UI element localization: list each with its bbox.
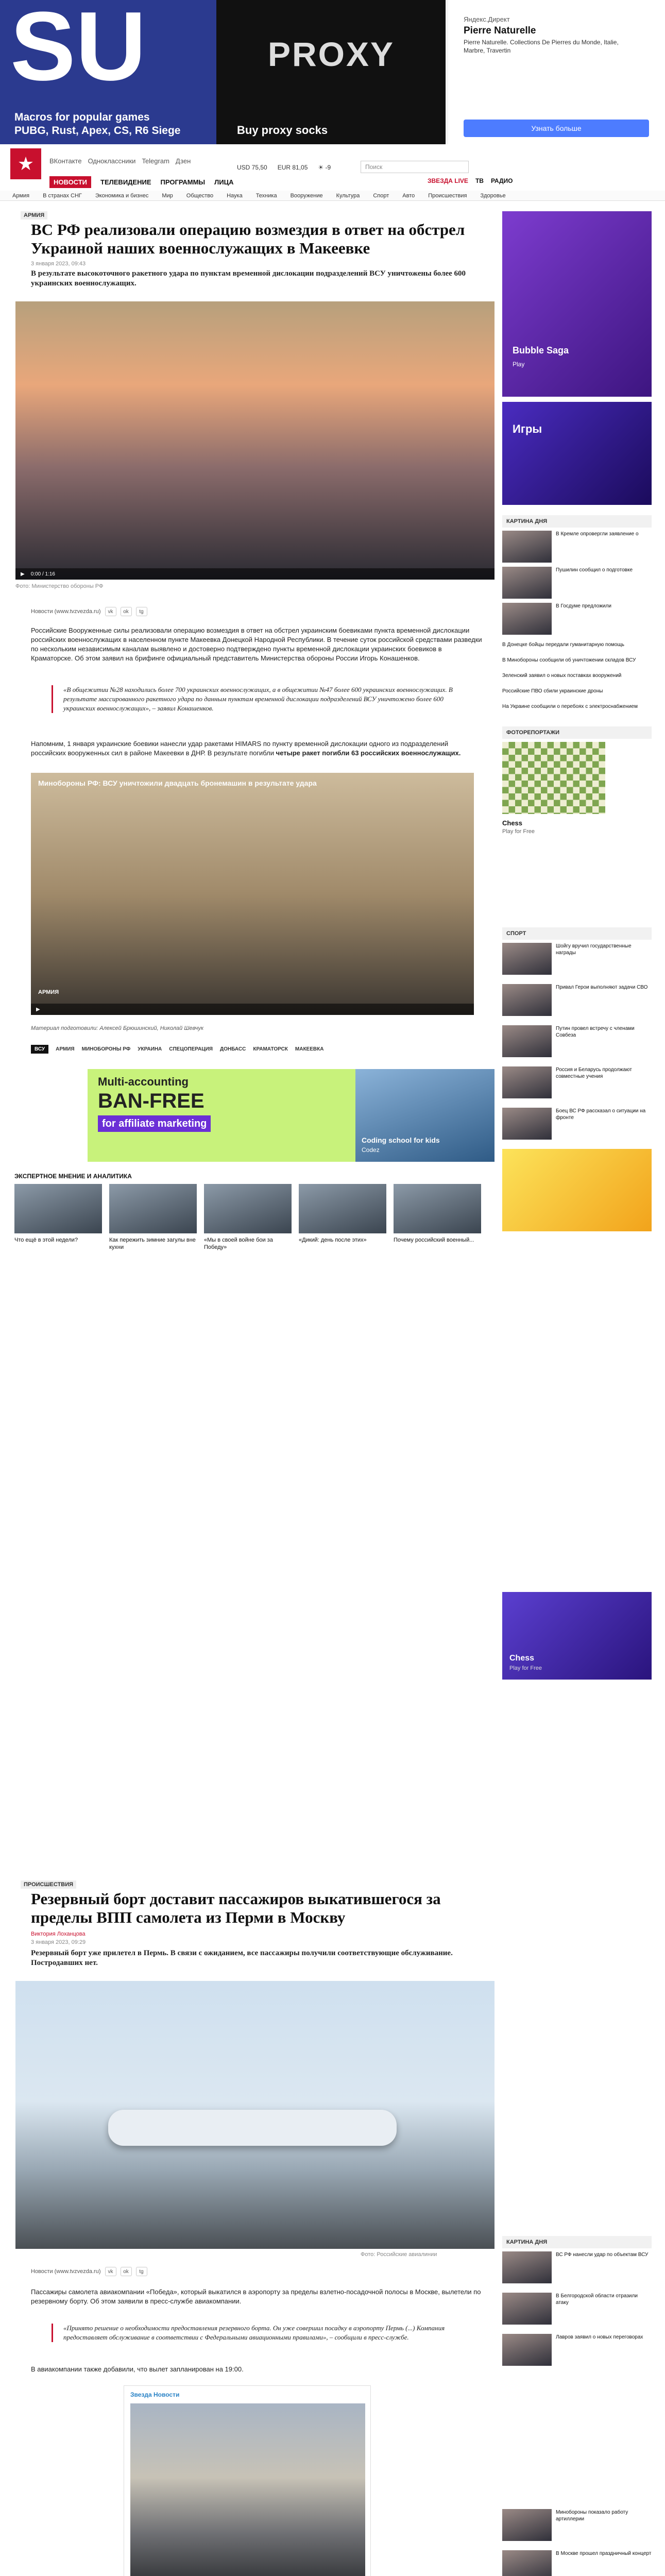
sport-title: Боец ВС РФ рассказал о ситуации на фронте [556,1108,646,1121]
news-thumb [502,603,552,635]
expert-card[interactable] [394,1184,481,1251]
news2-title: В Москве прошел праздничный концерт [556,2551,652,2556]
tag-link[interactable]: ДОНБАСС [219,1046,246,1052]
nav-tv[interactable]: ТЕЛЕВИДЕНИЕ [100,178,151,186]
expert1-heading: ЭКСПЕРТНОЕ МНЕНИЕ И АНАЛИТИКА [14,1173,132,1180]
main-nav [49,175,234,189]
sidebar-line[interactable]: Российские ПВО сбили украинские дроны [502,688,603,694]
news2-title: ВС РФ нанесли удар по объектам ВСУ [556,2252,649,2258]
games-label: Игры [513,422,542,435]
news2-thumb [502,2550,552,2576]
sidebar-sport-item[interactable] [502,1066,652,1098]
zvezda-logo[interactable]: ★ [10,148,41,179]
rate-eur: EUR 81,05 [277,164,308,171]
sidebar-news2-item[interactable] [502,2293,652,2325]
card-image [299,1184,386,1233]
ad-su-line2: PUBG, Rust, Apex, CS, R6 Siege [14,125,181,137]
section-link[interactable]: Общество [186,192,214,199]
author-link[interactable]: Новости (www.tvzvezda.ru) [31,2268,101,2275]
card-image [109,1184,197,1233]
sport-thumb [502,1025,552,1057]
section-link[interactable]: Культура [336,192,360,199]
section-link[interactable]: Экономика и бизнес [95,192,149,199]
expert-card[interactable] [204,1184,292,1251]
section-link[interactable]: Техника [255,192,277,199]
article2-photo-credit: Фото: Российские авиалинии [361,2251,437,2258]
tag-link[interactable]: МАКЕЕВКА [295,1046,324,1052]
sport-thumb [502,943,552,975]
video-controls[interactable] [15,568,495,580]
sidebar-news2-item[interactable] [502,2509,652,2541]
sidebar-line[interactable]: Зеленский заявил о новых поставках вооружений [502,673,622,679]
telegram-embed[interactable] [124,2385,371,2576]
sidebar-news2-heading: КАРТИНА ДНЯ [502,2236,652,2248]
ad-mid-c: for affiliate marketing [98,1115,211,1132]
expert-card[interactable] [14,1184,102,1251]
article1-paragraph-1: Российские Вооруженные силы реализовали операцию возмездия в ответ на обстрел украинским боевиками пункта временной дислокации российских военнослужащих в населенном пункте Макеевка Донецкой Народной Республики. В течение суток российской средствами разведки по нескольким независимым каналам выявлено и достоверно подтверждено пункты временной дислокации украинских боевиков в Краматорске. Об этом заявил на брифинге официальный представитель Министерства обороны России Игорь Конашенков. [31,626,482,662]
sidebar-news-heading: КАРТИНА ДНЯ [502,515,652,528]
sidebar-line[interactable]: В Донецке бойцы передали гуманитарную помощь [502,642,624,648]
sidebar-line[interactable]: В Минобороны сообщили об уничтожении складов ВСУ [502,657,636,663]
tg-channel[interactable]: Звезда Новости [130,2391,180,2398]
sidebar-news2-item[interactable] [502,2550,652,2576]
section-link[interactable]: Вооружение [290,192,323,199]
rubric-tag[interactable]: АРМИЯ [21,211,47,219]
radio-link[interactable]: РАДИО [490,177,513,184]
airplane-shape [108,2110,397,2146]
sidebar-sport-item[interactable] [502,1108,652,1140]
ad-mid-d: Coding school for kids [362,1136,440,1144]
nav-programs[interactable]: ПРОГРАММЫ [160,178,206,186]
news2-thumb [502,2334,552,2366]
nav-faces[interactable]: ЛИЦА [214,178,234,186]
sport-thumb [502,1066,552,1098]
article2-date: 3 января 2023, 09:29 [31,1939,86,1945]
weather: ☀ -9 [318,164,331,171]
play-icon[interactable]: ▶ [36,1006,40,1012]
video-time: 0:00 / 1:16 [30,571,55,577]
article1-photo [15,301,495,580]
section-link[interactable]: Армия [12,192,30,199]
news-thumb [502,567,552,599]
sidebar-photo-heading: ФОТОРЕПОРТАЖИ [502,726,652,739]
article2-photo [15,1981,495,2249]
article1-tags [31,1045,323,1054]
card-caption: Как пережить зимние загулы вне кухни [109,1237,196,1250]
breadcrumb [21,211,47,219]
vk-share-icon[interactable]: vk [105,2267,116,2276]
ad-desc: Pierre Naturelle. Collections De Pierres du Monde, Italie, Marbre, Travertin [464,39,619,54]
ad-multiaccounting[interactable] [88,1069,355,1162]
card-caption: Что ещё в этой недели? [14,1237,78,1243]
ad-su-line1: Macros for popular games [14,111,150,123]
sidebar-ad-banner[interactable] [502,1149,652,1231]
game-name: Bubble Saga [513,345,569,355]
share-bar [31,2267,147,2276]
sidebar-games-ad[interactable] [502,402,652,505]
sidebar-news-item[interactable] [502,567,652,599]
expert-card[interactable] [109,1184,197,1251]
card-image [204,1184,292,1233]
ad-mid-a: Multi-accounting [98,1075,189,1088]
nav-news[interactable]: НОВОСТИ [49,176,91,188]
video-brand: АРМИЯ [38,989,59,995]
news2-thumb [502,2251,552,2283]
section-link[interactable]: Спорт [373,192,389,199]
card-caption: Почему российский военный... [394,1237,474,1243]
ad-title: Pierre Naturelle [464,25,536,36]
article2-lead: Резервный борт уже прилетел в Пермь. В связи с ожиданием, все пассажиры получили соответствующие обслуживание. Постродавших нет. [31,1949,453,1967]
ad-mid-b: BAN-FREE [98,1090,204,1112]
section-nav [0,191,665,201]
article1-date: 3 января 2023, 09:43 [31,261,86,267]
sidebar-game-ad[interactable] [502,211,652,397]
article1-p2-bold: четыре ракет погибли 63 российских военнослужащих. [276,749,461,757]
tag-link[interactable]: КРАМАТОРСК [253,1046,288,1052]
article2-quote: «Принято решение о необходимости предоставления резервного борта. Он уже совершил посадку в аэропорту Пермь (...) Компания предоставляет обслуживание в соответствии с Федеральными авиационными правилами», – сообщили в пресс-службе. [52,2324,474,2342]
share-bar [31,607,147,616]
zvezda-live-link[interactable]: ЗВЕЗДА LIVE [428,177,468,184]
ad-proxy-caption: Buy proxy socks [237,124,328,137]
section-link[interactable]: Здоровье [480,192,506,199]
rates-bar [237,164,331,171]
sidebar-sport-item[interactable] [502,1025,652,1057]
tag-link[interactable]: УКРАИНА [138,1046,162,1052]
sidebar-chess-ad[interactable] [502,742,605,814]
rubric-tag[interactable]: ПРОИСШЕСТВИЯ [21,1880,76,1889]
article2-paragraph-1: Пассажиры самолета авиакомпании «Победа», который выкатился в аэропорту за пределы взлетно-посадочной полосы в Москве, вылетели по резервному борту. Об этом заявили в пресс-службе авиакомпании. [31,2288,481,2305]
article2-paragraph-2: В авиакомпании также добавили, что вылет запланирован на 19:00. [31,2365,244,2373]
sidebar-news-item[interactable] [502,603,652,635]
card-image [394,1184,481,1233]
play-icon[interactable]: ▶ [21,571,25,577]
ad2-sub: Play for Free [509,1665,542,1671]
article2-title: Резервный борт доставит пассажиров выкатившегося за пределы ВПП самолета из Перми в Москву [31,1890,441,1926]
article2-author[interactable]: Виктория Лоханцова [31,1931,86,1937]
news2-thumb [502,2509,552,2541]
card-caption: «Дикий: день после этих» [299,1237,367,1243]
tv-links [428,177,513,184]
sidebar-line[interactable]: На Украине сообщили о перебоях с электроснабжением [502,704,638,709]
news-title: В Госдуме предложили [556,603,611,609]
news2-title: Лавров заявил о новых переговорах [556,2334,643,2340]
ok-icon[interactable]: Одноклассники [88,157,136,165]
expert-card[interactable] [299,1184,386,1251]
tag-link[interactable]: ВСУ [31,1045,48,1054]
article1-video[interactable] [31,773,474,1015]
tag-link[interactable]: МИНОБОРОНЫ РФ [81,1046,131,1052]
ad-mid-e: Codez [362,1146,380,1154]
social-icons [49,157,191,165]
ad2-name: Chess [509,1654,535,1663]
section-link[interactable]: Происшествия [428,192,467,199]
sport-thumb [502,1108,552,1140]
tg-video[interactable] [130,2403,365,2576]
article1-photo-credit: Фото: Министерство обороны РФ [15,583,104,589]
dzen-icon[interactable]: Дзен [175,157,191,165]
sidebar-sport-item[interactable] [502,984,652,1016]
ad-cta-button[interactable]: Узнать больше [464,120,649,137]
sidebar-sport-heading: СПОРТ [502,927,652,940]
game-sub: Play [513,361,525,368]
news2-title: В Белгородской области отразили атаку [556,2293,638,2306]
ad-brand: Яндекс.Директ [464,15,510,23]
article1-lead: В результате высокоточного ракетного удара по пунктам временной дислокации подразделений ВСУ уничтожены более 600 украинских военнослужащих. [31,269,466,287]
sidebar-chess-sub: Play for Free [502,828,535,835]
ad-codez[interactable] [355,1069,495,1162]
article1-quote: «В общежитии №28 находились более 700 украинских военнослужащих, а в общежитии №47 более 600 украинских военнослужащих. В результате массированного ракетного удара по данным пунктам временной дислокации подразделений ВСУ уничтожено более 600 украинских военнослужащих», – заявил Конашенков. [52,685,474,713]
sidebar-sport-item[interactable] [502,943,652,975]
author-link[interactable]: Новости (www.tvzvezda.ru) [31,608,101,615]
expert1-cards [14,1184,481,1251]
sport-title: Путин провел встречу с членами Совбеза [556,1026,635,1038]
tg-share-icon[interactable]: tg [136,2267,147,2276]
news-title: В Кремле опровергли заявление о [556,531,639,537]
article1-p2-text: Напомним, 1 января украинские боевики нанесли удар ракетами HIMARS по пункту временной дислокации одного из подразделений российских вооруженных сил в районе Макеевки в ДНР. В результате погибли [31,740,449,757]
sport-thumb [502,984,552,1016]
tg-share-icon[interactable]: tg [136,607,147,616]
ad-su-logo: SU [10,0,146,101]
sidebar-news2-item[interactable] [502,2334,652,2366]
card-image [14,1184,102,1233]
section-link[interactable]: Мир [162,192,173,199]
ad-pierre-naturelle[interactable] [448,0,665,144]
sport-title: Россия и Беларусь продолжают совместные учения [556,1067,632,1079]
section-link[interactable]: В странах СНГ [43,192,82,199]
tv-link[interactable]: ТВ [475,177,484,184]
sidebar-news-item[interactable] [502,531,652,563]
news2-thumb [502,2293,552,2325]
news-title: Пушилин сообщил о подготовке [556,567,633,573]
sidebar-chess-title: Chess [502,819,523,827]
news2-title: Минобороны показало работу артиллерии [556,2510,628,2522]
sport-title: Шойгу вручил государственные награды [556,943,632,956]
ad-su-macros[interactable] [0,0,216,144]
section-link[interactable]: Наука [227,192,243,199]
ok-share-icon[interactable]: ok [121,607,132,616]
ad-proxy[interactable] [216,0,446,144]
article1-title: ВС РФ реализовали операцию возмездия в ответ на обстрел Украиной наших военнослужащих в Макеевке [31,221,465,257]
search-input[interactable]: Поиск [361,161,469,173]
video-title: Минобороны РФ: ВСУ уничтожили двадцать бронемашин в результате удара [38,779,317,787]
card-caption: «Мы в своей войне бои за Победу» [204,1237,273,1250]
sport-title: Привал Герои выполняют задачи СВО [556,985,648,990]
article2-breadcrumb [21,1880,76,1889]
tag-link[interactable]: СПЕЦОПЕРАЦИЯ [169,1046,213,1052]
video-controls[interactable] [31,1004,474,1015]
ad-proxy-logo: PROXY [268,35,395,73]
vk-icon[interactable]: ВКонтакте [49,157,82,165]
materials-credit: Материал подготовили: Алексей Брюшинский, Николай Шевчук [31,1025,204,1031]
rate-usd: USD 75,50 [237,164,267,171]
sidebar-news2-item[interactable] [502,2251,652,2283]
tag-link[interactable]: АРМИЯ [56,1046,75,1052]
ok-share-icon[interactable]: ok [121,2267,132,2276]
vk-share-icon[interactable]: vk [105,607,116,616]
telegram-icon[interactable]: Telegram [142,157,169,165]
article1-paragraph-2 [31,739,484,758]
section-link[interactable]: Авто [402,192,415,199]
news-thumb [502,531,552,563]
sidebar-chess-ad-2[interactable] [502,1592,652,1680]
